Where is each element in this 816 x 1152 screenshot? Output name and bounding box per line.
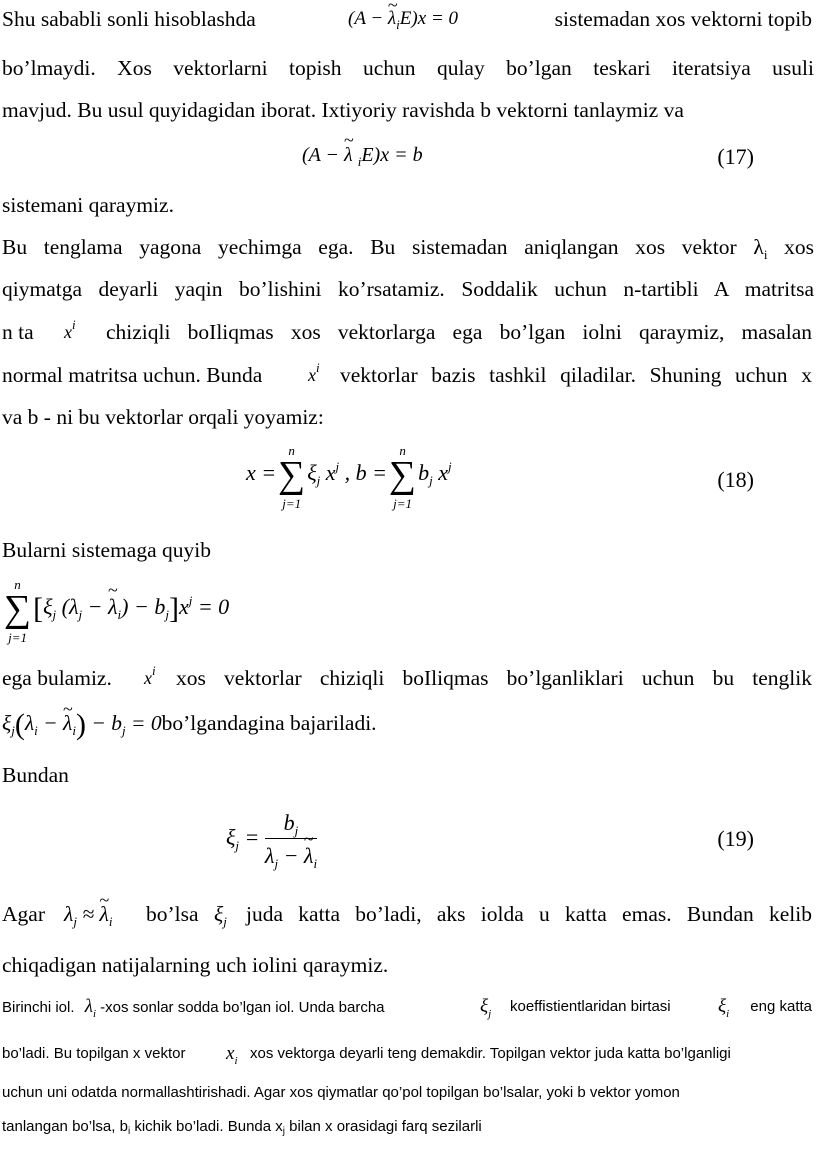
text-span: chiziqli boIliqmas xos vektorlarga ega bo’lgan iolni qaraymiz, masalan xyxy=(106,320,812,344)
text-span: Birinchi iol. xyxy=(2,999,75,1016)
equation-18: x =∑ n j=1 $\xi_j$ $x^j$ , b =∑ n j=1 $b_j$ $x^j$ xyxy=(246,443,452,511)
inline-formula: $\lambda_i$ xyxy=(84,996,96,1020)
fraction: $\frac{b_j}{\lambda_j - \sim \lambda_i}$ xyxy=(265,810,317,869)
text-span: xos vektorga deyarli teng demakdir. Topilgan vektor juda katta bo’lganligi xyxy=(250,1045,731,1062)
text-span: vektorlar bazis tashkil qiladilar. Shuning uchun x xyxy=(340,363,812,387)
subscript: j xyxy=(282,1126,285,1137)
paragraph-line: chiqadigan natijalarning uch iolini qaraymiz. xyxy=(2,953,389,977)
text-span: tanlangan bo’lsa, b xyxy=(2,1118,128,1135)
inline-formula: $x_i$ xyxy=(226,1043,238,1067)
text-span: bilan x orasidagi farq sezilarli xyxy=(285,1118,482,1135)
paragraph-line xyxy=(2,708,814,742)
equation-sum: ∑ n j=1 [$\xi_j$ ($\lambda_j$ − ~ $\lambda_i) - b_j]x^j = 0$ xyxy=(4,592,229,626)
subscript: i xyxy=(127,1126,131,1137)
text-span: normal matritsa uchun. Bunda xyxy=(2,363,263,387)
paragraph-line xyxy=(2,362,814,388)
inline-formula: $\xi_j$ xyxy=(480,996,492,1020)
inline-formula: $\xi_j(\lambda_i$ − ~ $\lambda_i) - b_j = 0$ xyxy=(2,711,162,735)
small-text-line xyxy=(2,1043,814,1067)
paragraph-line xyxy=(2,665,814,691)
inline-formula: $x^i$ xyxy=(308,360,320,385)
inline-formula: $\xi_i$ xyxy=(718,996,730,1020)
text-span: -xos sonlar sodda bo’lgan iol. Unda barcha xyxy=(100,999,385,1016)
text-span: ega bulamiz. xyxy=(2,666,112,690)
paragraph-line xyxy=(2,319,814,345)
small-text-line xyxy=(2,1117,814,1139)
text-span: koeffistientlaridan birtasi xyxy=(510,998,671,1015)
text-span: n ta xyxy=(2,320,34,344)
paragraph-line: mavjud. Bu usul quyidagidan iborat. Ixtiyoriy ravishda b vektorni tanlaymiz va xyxy=(2,98,684,122)
text-span: xos xyxy=(767,235,814,259)
paragraph-line: va b - ni bu vektorlar orqali yoyamiz: xyxy=(2,405,324,429)
paragraph-line xyxy=(2,901,814,927)
text-span: kichik bo’ladi. Bunda x xyxy=(130,1118,283,1135)
equation-17: (A − ~ λ $_i$E)x = b xyxy=(302,144,423,167)
small-text-line xyxy=(2,997,814,1019)
small-text-line: uchun uni odatda normallashtirishadi. Agar xos qiymatlar qo’pol topilgan bo’lsalar, yoki b vektor yomon xyxy=(2,1084,680,1101)
paragraph-line: Bundan xyxy=(2,763,69,787)
text-span: bo’lsa xyxy=(146,902,199,926)
paragraph-line xyxy=(2,234,814,263)
equation-number: (19) xyxy=(717,826,754,851)
equation-number: (18) xyxy=(717,467,754,492)
text-span: Shu sababli sonli hisoblashda xyxy=(2,7,256,31)
text-span: sistemadan xos vektorni topib xyxy=(554,7,812,31)
inline-formula: $\xi_j$ xyxy=(214,902,227,929)
paragraph-line: sistemani qaraymiz. xyxy=(2,193,174,217)
equation-number: (17) xyxy=(717,144,754,169)
text-span: Agar xyxy=(2,902,45,926)
equation-19: $\xi_j$ = $\frac{b_j}{\lambda_j - \sim \lambda_i}$ xyxy=(226,810,317,869)
text-span: bo’ladi. Bu topilgan x vektor xyxy=(2,1045,186,1062)
subscript: i xyxy=(763,247,768,262)
text-span: eng katta xyxy=(750,998,812,1015)
inline-formula: $x^i$ xyxy=(64,317,76,342)
paragraph-line: Bularni sistemaga quyib xyxy=(2,538,211,562)
inline-formula: (A − ~ $\lambda_iE)x = 0$ xyxy=(348,6,458,33)
paragraph-line: qiymatga deyarli yaqin bo’lishini ko’rsatamiz. Soddalik uchun n-tartibli A matritsa xyxy=(2,277,814,301)
text-span: bo’lgandagina bajariladi. xyxy=(161,711,377,735)
text-span: Bu tenglama yagona yechimga ega. Bu sistemadan aniqlangan xos vektor λ xyxy=(2,235,764,259)
paragraph-line: bo’lmaydi. Xos vektorlarni topish uchun qulay bo’lgan teskari iteratsiya usuli xyxy=(2,56,814,80)
text-span: xos vektorlar chiziqli boIliqmas bo’lganliklari uchun bu tenglik xyxy=(176,666,812,690)
inline-formula: $x^i$ xyxy=(144,663,156,688)
text-span: juda katta bo’ladi, aks iolda u katta emas. Bundan kelib xyxy=(246,902,812,926)
inline-formula: $\lambda_j$ ≈ ~ $\lambda_i$ xyxy=(64,901,112,930)
paragraph-line xyxy=(2,6,814,32)
